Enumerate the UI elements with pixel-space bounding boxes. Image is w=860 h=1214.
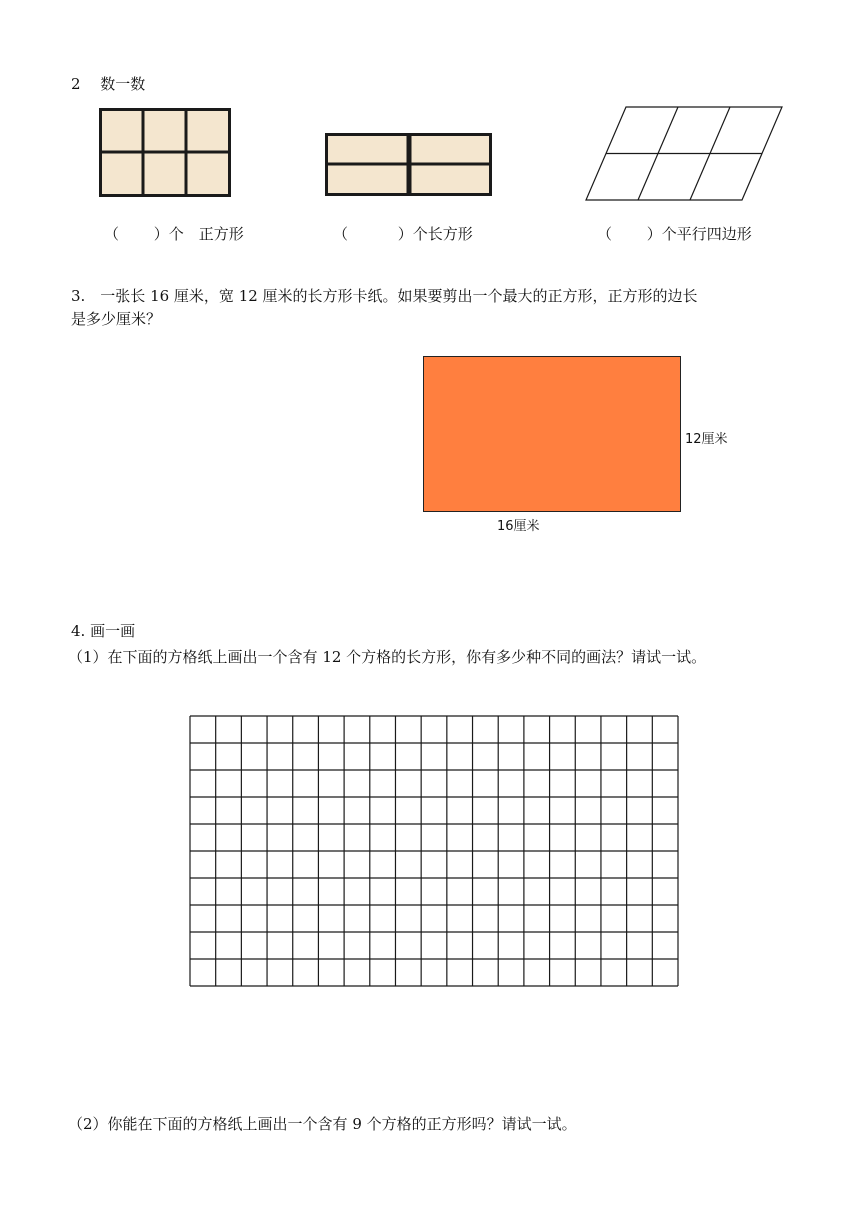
figure-rectangles-grid xyxy=(325,133,493,197)
figure1-caption: （ ）个 正方形 xyxy=(104,225,244,243)
q4-part2: （2）你能在下面的方格纸上画出一个含有 9 个方格的正方形吗？请试一试。 xyxy=(68,1115,577,1133)
figure-squares-grid xyxy=(99,108,233,198)
q3-line1: 3. 一张长 16 厘米，宽 12 厘米的长方形卡纸。如果要剪出一个最大的正方形，正方形的边长 xyxy=(71,287,698,305)
q2-title: 2 数一数 xyxy=(71,75,146,93)
width-label: 16厘米 xyxy=(497,519,540,534)
figure2-caption: （ ）个长方形 xyxy=(333,225,473,243)
q3-text xyxy=(71,285,811,331)
q4-title: 4. 画一画 xyxy=(71,622,136,640)
orange-rectangle xyxy=(423,356,681,512)
q3-line2: 是多少厘米？ xyxy=(71,310,162,328)
q4-part1: （1）在下面的方格纸上画出一个含有 12 个方格的长方形，你有多少种不同的画法？请试一试。 xyxy=(68,648,707,666)
grid-paper xyxy=(187,714,681,988)
height-label: 12厘米 xyxy=(685,432,728,447)
figure3-caption: （ ）个平行四边形 xyxy=(597,225,752,243)
figure-parallelogram-grid xyxy=(584,103,784,203)
